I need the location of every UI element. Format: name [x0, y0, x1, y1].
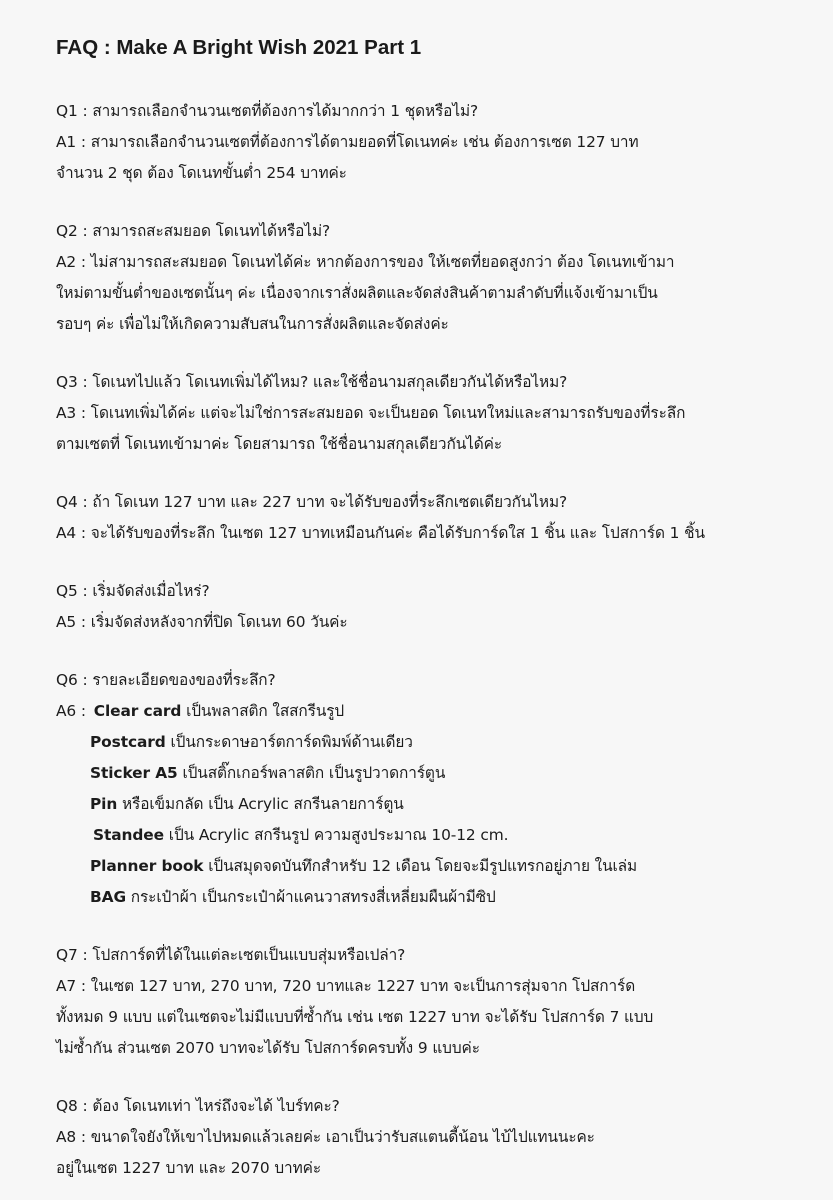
souvenir-desc: เป็น Acrylic สกรีนรูป ความสูงประมาณ 10-12 cm.: [168, 826, 509, 844]
faq-item-q7: [56, 940, 793, 1064]
question-q2: Q2 : สามารถสะสมยอด โดเนทได้หรือไม่?: [56, 222, 331, 240]
answer-q6-prefix: A6 :: [56, 702, 86, 720]
answer-q1-line-1: A1 : สามารถเลือกจำนวนเซตที่ต้องการได้ตามยอดที่โดเนทค่ะ เช่น ต้องการเซต 127 บาท: [56, 133, 639, 151]
souvenir-name: Planner book: [90, 857, 204, 875]
faq-item-q5: [56, 576, 793, 638]
souvenir-item-sticker: [56, 758, 793, 789]
souvenir-desc: เป็นกระดาษอาร์ตการ์ดพิมพ์ด้านเดียว: [170, 733, 413, 751]
answer-q2-line-2: ใหม่ตามขั้นต่ำของเซตนั้นๆ ค่ะ เนื่องจากเราสั่งผลิตและจัดส่งสินค้าตามลำดับที่แจ้งเข้ามาเป็น: [56, 284, 658, 302]
souvenir-item-standee: [56, 820, 793, 851]
answer-q7-line-1: A7 : ในเซต 127 บาท, 270 บาท, 720 บาทและ 1227 บาท จะเป็นการสุ่มจาก โปสการ์ด: [56, 977, 636, 995]
souvenir-item-postcard: [56, 727, 793, 758]
answer-q3-line-1: A3 : โดเนทเพิ่มได้ค่ะ แต่จะไม่ใช่การสะสมยอด จะเป็นยอด โดเนทใหม่และสามารถรับของที่ระลึก: [56, 404, 686, 422]
answer-q2-line-3: รอบๆ ค่ะ เพื่อไม่ให้เกิดความสับสนในการสั่งผลิตและจัดส่งค่ะ: [56, 315, 449, 333]
souvenir-name: Pin: [90, 795, 118, 813]
answer-q4-line-1: A4 : จะได้รับของที่ระลึก ในเซต 127 บาทเหมือนกันค่ะ คือได้รับการ์ดใส 1 ชิ้น และ โปสการ์ด 1 ชิ้น: [56, 524, 705, 542]
souvenir-name: Clear card: [93, 702, 182, 720]
souvenir-desc: เป็นสติ๊กเกอร์พลาสติก เป็นรูปวาดการ์ตูน: [182, 764, 446, 782]
question-q8: Q8 : ต้อง โดเนทเท่า ไหร่ถึงจะได้ ไบร์ทคะ?: [56, 1097, 340, 1115]
answer-q7-line-2: ทั้งหมด 9 แบบ แต่ในเซตจะไม่มีแบบที่ซ้ำกัน เช่น เซต 1227 บาท จะได้รับ โปสการ์ด 7 แบบ: [56, 1008, 654, 1026]
faq-item-q1: [56, 96, 793, 189]
souvenir-desc: เป็นสมุดจดบันทึกสำหรับ 12 เดือน โดยจะมีรูปแทรกอยู่ภาย ในเล่ม: [208, 857, 638, 875]
answer-q3-line-2: ตามเซตที่ โดเนทเข้ามาค่ะ โดยสามารถ ใช้ชื่อนามสกุลเดียวกันได้ค่ะ: [56, 435, 503, 453]
souvenir-name: Standee: [93, 826, 164, 844]
souvenir-item-bag: [56, 882, 793, 913]
answer-q2-line-1: A2 : ไม่สามารถสะสมยอด โดเนทได้ค่ะ หากต้องการของ ให้เซตที่ยอดสูงกว่า ต้อง โดเนทเข้ามา: [56, 253, 675, 271]
faq-item-q2: [56, 216, 793, 340]
faq-item-q6: [56, 665, 793, 913]
faq-item-q4: [56, 487, 793, 549]
souvenir-name: BAG: [90, 888, 126, 906]
souvenir-name: Postcard: [90, 733, 166, 751]
souvenir-name: Sticker A5: [90, 764, 178, 782]
question-q5: Q5 : เริ่มจัดส่งเมื่อไหร่?: [56, 582, 210, 600]
answer-q5-line-1: A5 : เริ่มจัดส่งหลังจากที่ปิด โดเนท 60 วันค่ะ: [56, 613, 348, 631]
souvenir-desc: หรือเข็มกลัด เป็น Acrylic สกรีนลายการ์ตูน: [122, 795, 404, 813]
faq-item-q3: [56, 367, 793, 460]
document-title: FAQ : Make A Bright Wish 2021 Part 1: [56, 36, 422, 59]
question-q3: Q3 : โดเนทไปแล้ว โดเนทเพิ่มได้ไหม? และใช้ชื่อนามสกุลเดียวกันได้หรือไหม?: [56, 373, 568, 391]
question-q4: Q4 : ถ้า โดเนท 127 บาท และ 227 บาท จะได้รับของที่ระลึกเซตเดียวกันไหม?: [56, 493, 568, 511]
question-q6: Q6 : รายละเอียดของของที่ระลึก?: [56, 671, 276, 689]
souvenir-item-planner-book: [56, 851, 793, 882]
answer-q8-line-1: A8 : ขนาดใจยังให้เขาไปหมดแล้วเลยค่ะ เอาเป็นว่ารับสแตนดี้น้อน ไบ้ไปแทนนะคะ: [56, 1128, 595, 1146]
answer-q1-line-2: จำนวน 2 ชุด ต้อง โดเนทขั้นต่ำ 254 บาทค่ะ: [56, 164, 347, 182]
question-q7: Q7 : โปสการ์ดที่ได้ในแต่ละเซตเป็นแบบสุ่มหรือเปล่า?: [56, 946, 406, 964]
answer-q8-line-2: อยู่ในเซต 1227 บาท และ 2070 บาทค่ะ: [56, 1159, 321, 1177]
answer-q7-line-3: ไม่ซ้ำกัน ส่วนเซต 2070 บาทจะได้รับ โปสการ์ดครบทั้ง 9 แบบค่ะ: [56, 1039, 480, 1057]
souvenir-desc: เป็นพลาสติก ใสสกรีนรูป: [186, 702, 345, 720]
faq-item-q8: [56, 1091, 793, 1184]
question-q1: Q1 : สามารถเลือกจำนวนเซตที่ต้องการได้มากกว่า 1 ชุดหรือไม่?: [56, 102, 479, 120]
souvenir-desc: กระเป๋าผ้า เป็นกระเป๋าผ้าแคนวาสทรงสี่เหลี่ยมผืนผ้ามีซิป: [130, 888, 496, 906]
souvenir-item-clear-card: [56, 696, 793, 727]
souvenir-item-pin: [56, 789, 793, 820]
